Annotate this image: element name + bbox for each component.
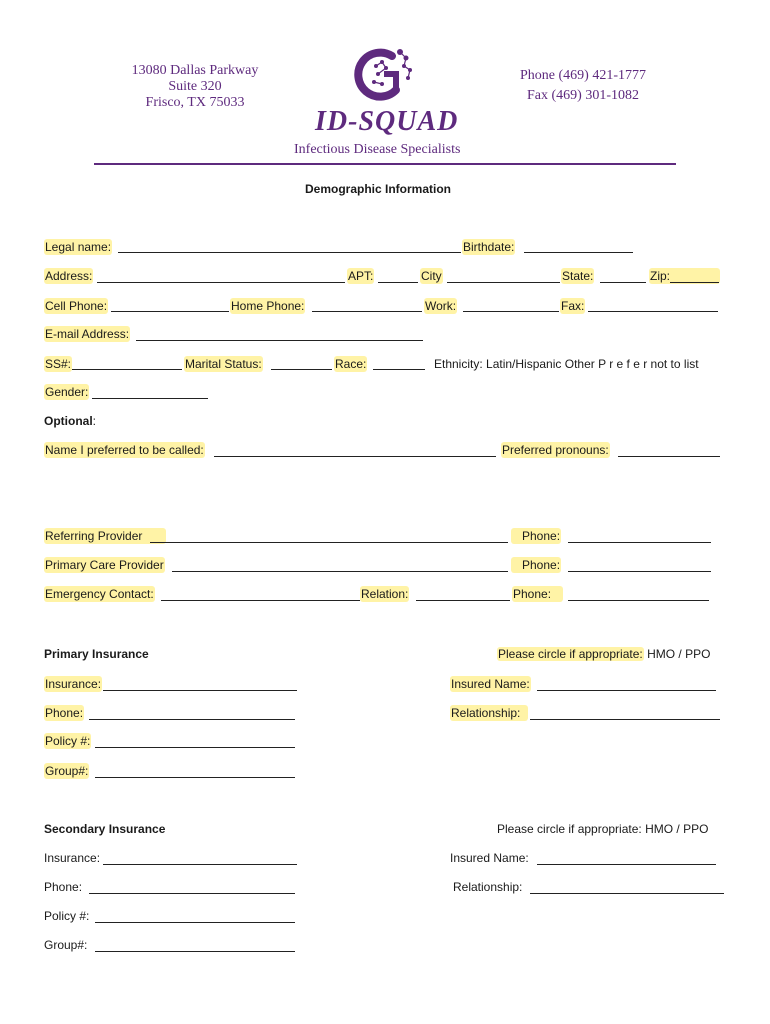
primary-care-phone-input[interactable]	[568, 571, 711, 572]
secondary-insurance-title: Secondary Insurance	[44, 822, 166, 836]
primary-care-label: Primary Care Provider	[45, 558, 164, 572]
primary-care-phone-label: Phone:	[511, 557, 561, 573]
apt-input[interactable]	[378, 282, 418, 283]
secondary-plan-choice[interactable]: Please circle if appropriate: HMO / PPO	[497, 822, 709, 836]
secondary-relationship-input[interactable]	[530, 893, 724, 894]
gender-label: Gender:	[45, 385, 89, 399]
brand-tagline: Infectious Disease Specialists	[294, 142, 461, 157]
marital-label: Marital Status:	[185, 357, 262, 371]
secondary-group-input[interactable]	[95, 951, 295, 952]
email-label: E-mail Address:	[45, 327, 130, 341]
optional-heading	[44, 413, 96, 429]
cell-phone-label: Cell Phone:	[45, 299, 108, 313]
clinic-fax: Fax (469) 301-1082	[527, 88, 639, 103]
primary-circle-label: Please circle if appropriate:	[498, 647, 643, 661]
secondary-relationship-label: Relationship:	[453, 880, 523, 894]
secondary-phone-input[interactable]	[89, 893, 295, 894]
primary-phone-label: Phone:	[45, 706, 84, 720]
address-input[interactable]	[97, 282, 345, 283]
address-line-2: Suite 320	[168, 79, 222, 94]
brand-name: ID-SQUAD	[315, 106, 459, 137]
primary-insured-name-label: Insured Name:	[451, 677, 530, 691]
secondary-policy-label: Policy #:	[44, 909, 90, 923]
address-label: Address:	[45, 269, 93, 283]
referring-input[interactable]	[150, 542, 508, 543]
clinic-contact	[508, 68, 658, 104]
optional-label: Optional	[44, 414, 93, 428]
zip-label: Zip:	[649, 268, 720, 284]
primary-policy-label: Policy #:	[45, 734, 91, 748]
primary-care-input[interactable]	[172, 571, 508, 572]
secondary-insured-name-input[interactable]	[537, 864, 716, 865]
optional-colon: :	[92, 414, 97, 428]
primary-plan-choice	[497, 646, 710, 662]
ethnicity-options[interactable]: Ethnicity: Latin/Hispanic Other P r e f e r not to list	[434, 357, 699, 371]
pronouns-label: Preferred pronouns:	[502, 443, 609, 457]
fax-input[interactable]	[588, 311, 718, 312]
header-divider	[94, 163, 676, 165]
clinic-phone: Phone (469) 421-1777	[520, 68, 646, 83]
birthdate-input[interactable]	[524, 252, 633, 253]
secondary-phone-label: Phone:	[44, 880, 83, 894]
ss-input[interactable]	[72, 369, 182, 370]
apt-label: APT:	[348, 269, 374, 283]
logo-mark-icon	[352, 44, 418, 108]
city-label: City	[421, 269, 442, 283]
referring-phone-input[interactable]	[568, 542, 711, 543]
email-input[interactable]	[136, 340, 423, 341]
city-input[interactable]	[447, 282, 560, 283]
secondary-insured-name-label: Insured Name:	[450, 851, 529, 865]
primary-policy-input[interactable]	[95, 747, 295, 748]
primary-group-input[interactable]	[95, 777, 295, 778]
marital-input[interactable]	[271, 369, 332, 370]
primary-phone-input[interactable]	[89, 719, 295, 720]
legal-name-label: Legal name:	[45, 240, 112, 254]
home-phone-label: Home Phone:	[231, 299, 305, 313]
gender-input[interactable]	[92, 398, 208, 399]
relation-input[interactable]	[416, 600, 510, 601]
cell-phone-input[interactable]	[111, 311, 229, 312]
referring-phone-label: Phone:	[511, 528, 561, 544]
primary-relationship-input[interactable]	[530, 719, 720, 720]
relation-label: Relation:	[361, 587, 409, 601]
state-label: State:	[562, 269, 594, 283]
zip-input[interactable]	[670, 282, 719, 283]
emergency-input[interactable]	[161, 600, 360, 601]
form-title: Demographic Information	[305, 182, 452, 196]
address-line-1: 13080 Dallas Parkway	[131, 63, 259, 78]
preferred-name-label: Name I preferred to be called:	[45, 443, 204, 457]
race-input[interactable]	[373, 369, 425, 370]
idsquad-logo	[352, 44, 418, 108]
primary-insured-name-input[interactable]	[537, 690, 716, 691]
emergency-phone-input[interactable]	[568, 600, 709, 601]
primary-relationship-label: Relationship:	[450, 705, 528, 721]
legal-name-input[interactable]	[118, 252, 461, 253]
pronouns-input[interactable]	[618, 456, 720, 457]
secondary-group-label: Group#:	[44, 938, 88, 952]
work-input[interactable]	[463, 311, 559, 312]
state-input[interactable]	[600, 282, 646, 283]
address-line-3: Frisco, TX 75033	[145, 95, 245, 110]
emergency-label: Emergency Contact:	[45, 587, 154, 601]
primary-insurance-title: Primary Insurance	[44, 647, 149, 661]
home-phone-input[interactable]	[312, 311, 422, 312]
secondary-insurance-label: Insurance:	[44, 851, 101, 865]
birthdate-label: Birthdate:	[463, 240, 515, 254]
referring-label: Referring Provider	[44, 528, 166, 544]
primary-insurance-label: Insurance:	[45, 677, 102, 691]
secondary-insurance-input[interactable]	[103, 864, 297, 865]
secondary-policy-input[interactable]	[95, 922, 295, 923]
work-label: Work:	[425, 299, 457, 313]
primary-insurance-input[interactable]	[103, 690, 297, 691]
primary-group-label: Group#:	[45, 764, 89, 778]
race-label: Race:	[335, 357, 367, 371]
fax-label: Fax:	[561, 299, 585, 313]
primary-plan-options[interactable]: HMO / PPO	[647, 647, 711, 661]
emergency-phone-label: Phone:	[512, 586, 563, 602]
clinic-address	[100, 63, 290, 111]
ss-label: SS#:	[45, 357, 72, 371]
preferred-name-input[interactable]	[214, 456, 496, 457]
